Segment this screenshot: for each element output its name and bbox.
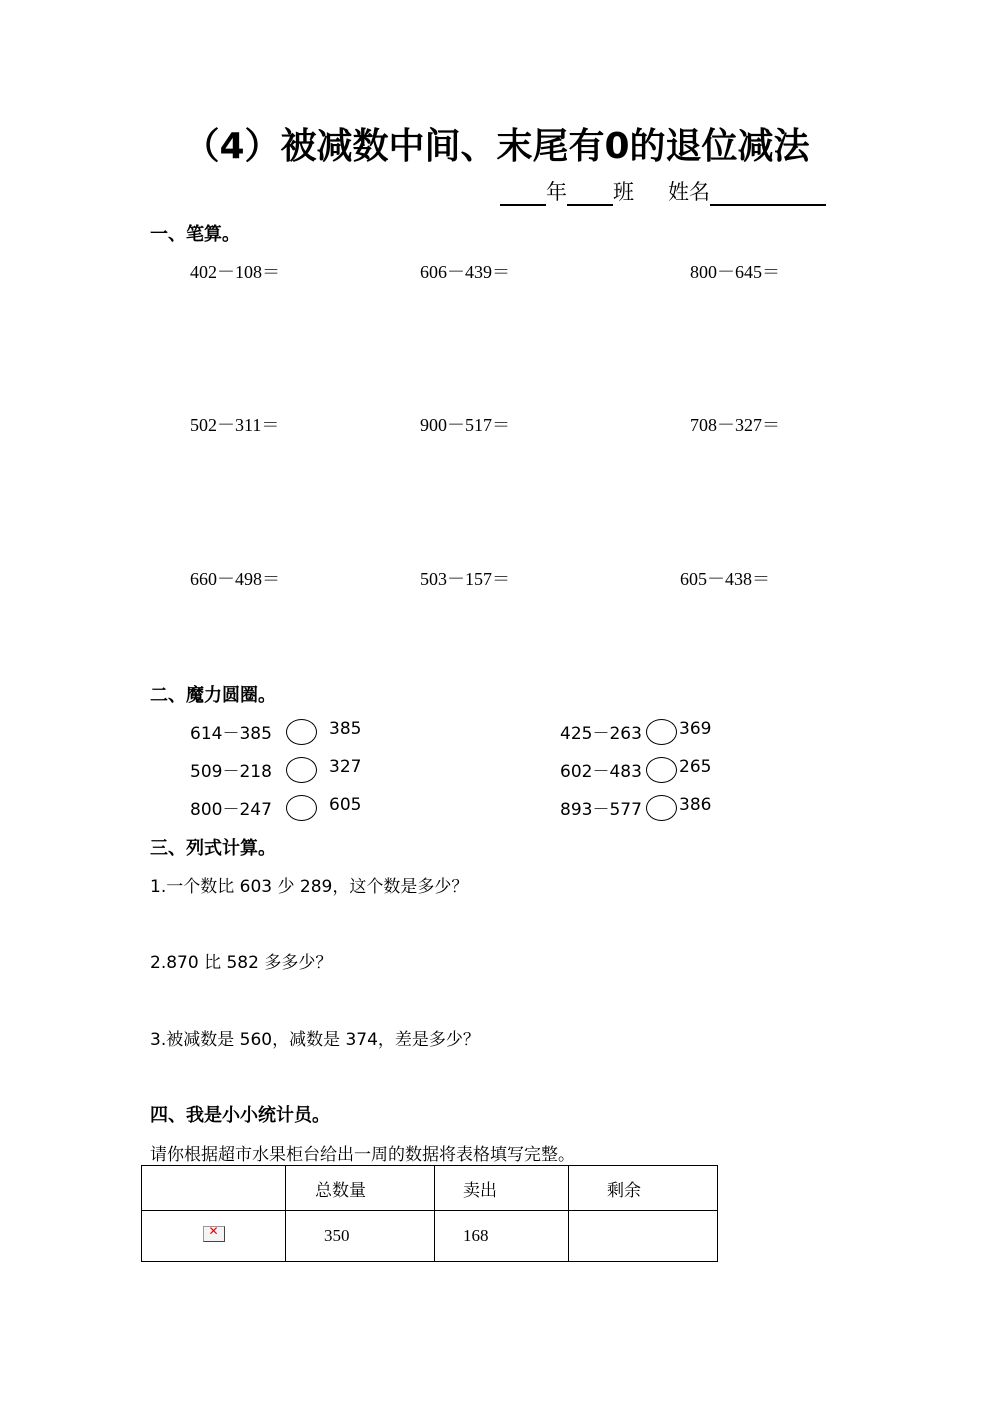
page-title: （4）被减数中间、末尾有0的退位减法 xyxy=(183,126,810,167)
student-info xyxy=(500,176,826,206)
compare-circle-blank[interactable] xyxy=(646,719,677,745)
statistics-table xyxy=(141,1165,718,1262)
total-cell: 350 xyxy=(286,1211,435,1262)
section4-heading: 四、我是小小统计员。 xyxy=(150,1105,330,1126)
compare-right: 605 xyxy=(329,795,362,815)
compare-right: 327 xyxy=(329,757,362,777)
compare-left: 800－247 xyxy=(190,800,272,820)
compare-left: 602－483 xyxy=(560,762,642,782)
section3-heading: 三、列式计算。 xyxy=(150,838,276,859)
compare-right: 386 xyxy=(679,795,712,815)
fruit-image-cell xyxy=(142,1211,286,1262)
name-label: 姓名 xyxy=(668,180,710,204)
class-blank[interactable] xyxy=(567,182,613,206)
table-row xyxy=(142,1211,718,1262)
compare-left: 509－218 xyxy=(190,762,272,782)
header-cell-sold: 卖出 xyxy=(435,1166,569,1211)
sold-cell: 168 xyxy=(435,1211,569,1262)
broken-image-icon: ✕ xyxy=(203,1226,225,1242)
compare-left: 425－263 xyxy=(560,724,642,744)
written-calc-problem: 502－311＝ xyxy=(190,415,280,435)
compare-left: 893－577 xyxy=(560,800,642,820)
compare-circle-blank[interactable] xyxy=(646,795,677,821)
grade-label: 年 xyxy=(546,180,567,204)
compare-right: 265 xyxy=(679,757,712,777)
table-instruction: 请你根据超市水果柜台给出一周的数据将表格填写完整。 xyxy=(150,1145,575,1165)
written-calc-problem: 503－157＝ xyxy=(420,569,510,589)
name-blank[interactable] xyxy=(710,182,826,206)
compare-circle-blank[interactable] xyxy=(286,719,317,745)
compare-left: 614－385 xyxy=(190,724,272,744)
compare-right: 385 xyxy=(329,719,362,739)
written-calc-problem: 900－517＝ xyxy=(420,415,510,435)
written-calc-problem: 606－439＝ xyxy=(420,262,510,282)
written-calc-problem: 605－438＝ xyxy=(680,569,770,589)
section1-heading: 一、笔算。 xyxy=(150,224,240,245)
class-label: 班 xyxy=(613,180,634,204)
remaining-cell[interactable] xyxy=(569,1211,718,1262)
written-calc-problem: 800－645＝ xyxy=(690,262,780,282)
compare-circle-blank[interactable] xyxy=(286,795,317,821)
header-cell-remaining: 剩余 xyxy=(569,1166,718,1211)
word-problem: 2.870 比 582 多多少？ xyxy=(150,953,333,973)
word-problem: 3.被减数是 560，减数是 374，差是多少？ xyxy=(150,1030,480,1050)
word-problem: 1.一个数比 603 少 289，这个数是多少？ xyxy=(150,877,469,897)
written-calc-problem: 708－327＝ xyxy=(690,415,780,435)
compare-circle-blank[interactable] xyxy=(646,757,677,783)
header-cell-empty xyxy=(142,1166,286,1211)
header-cell-total: 总数量 xyxy=(286,1166,435,1211)
section2-heading: 二、魔力圆圈。 xyxy=(150,685,276,706)
table-header-row xyxy=(142,1166,718,1211)
written-calc-problem: 660－498＝ xyxy=(190,569,280,589)
grade-blank[interactable] xyxy=(500,182,546,206)
written-calc-problem: 402－108＝ xyxy=(190,262,280,282)
compare-right: 369 xyxy=(679,719,712,739)
compare-circle-blank[interactable] xyxy=(286,757,317,783)
